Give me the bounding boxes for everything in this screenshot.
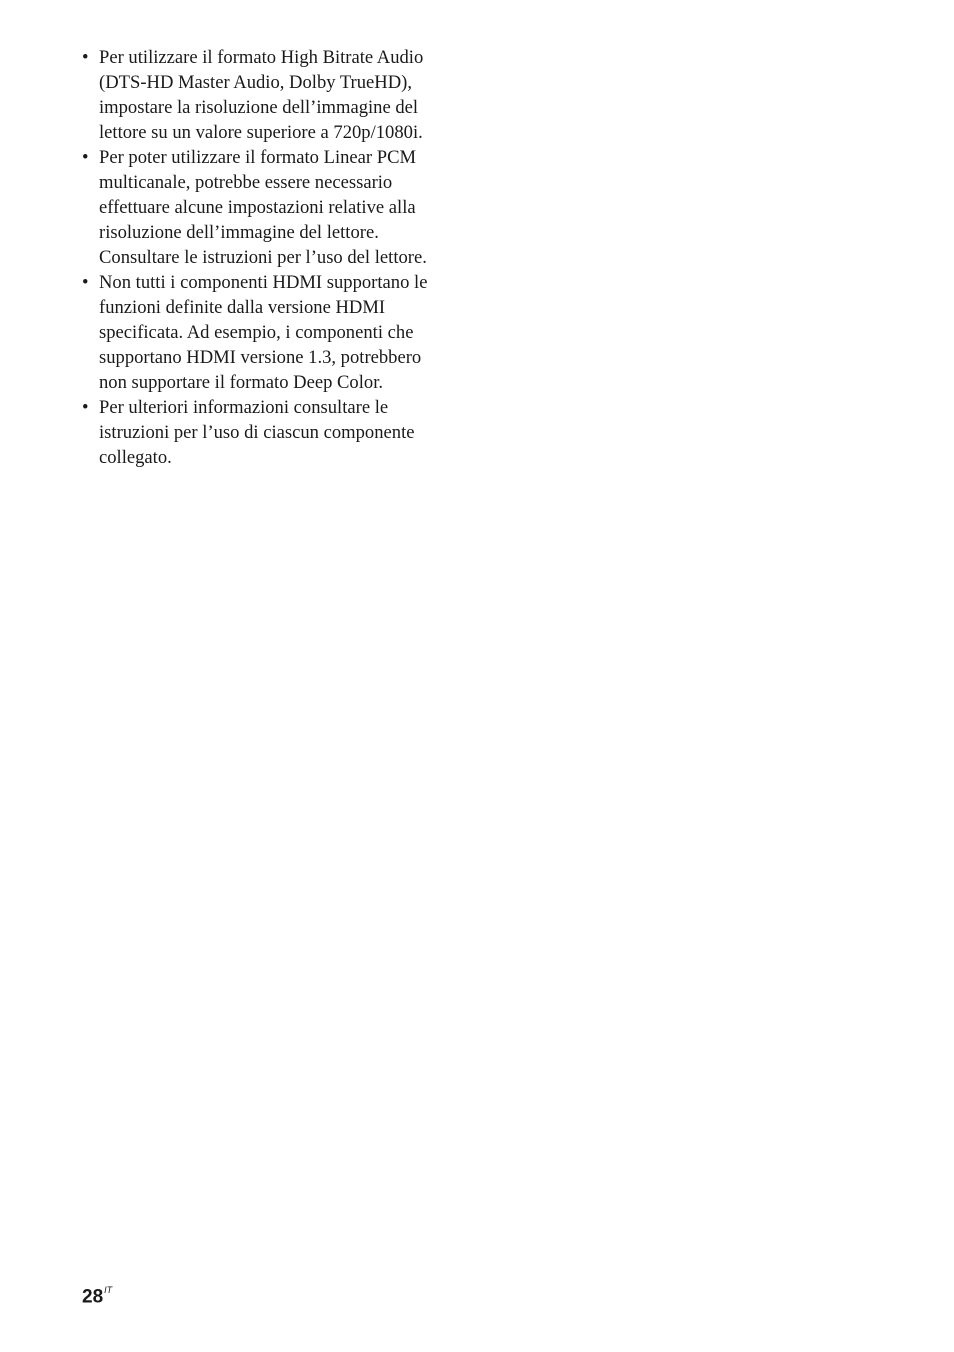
list-item-text: Non tutti i componenti HDMI supportano le funzioni definite dalla versione HDMI specificata. Ad esempio, i componenti che supportano HDMI versione 1.3, potrebbero non supportare il formato Deep Color. xyxy=(99,272,428,393)
list-item-text: Per poter utilizzare il formato Linear PCM multicanale, potrebbe essere necessario effettuare alcune impostazioni relative alla risoluzione dell’immagine del lettore. Consultare le istruzioni per l’uso del lettore. xyxy=(99,147,427,268)
list-item xyxy=(82,395,467,470)
language-code: IT xyxy=(104,1285,113,1295)
bullet-icon: • xyxy=(82,147,89,168)
notes-list xyxy=(82,45,467,470)
list-item xyxy=(82,270,467,395)
page-number xyxy=(82,1280,112,1309)
page-number-value: 28 xyxy=(82,1286,104,1308)
bullet-icon: • xyxy=(82,47,89,68)
list-item xyxy=(82,145,467,270)
list-item-text: Per utilizzare il formato High Bitrate Audio (DTS-HD Master Audio, Dolby TrueHD), impostare la risoluzione dell’immagine del lettore su un valore superiore a 720p/1080i. xyxy=(99,47,424,143)
list-item xyxy=(82,45,467,145)
bullet-icon: • xyxy=(82,272,89,293)
bullet-icon: • xyxy=(82,397,89,418)
list-item-text: Per ulteriori informazioni consultare le istruzioni per l’uso di ciascun componente collegato. xyxy=(99,397,415,468)
